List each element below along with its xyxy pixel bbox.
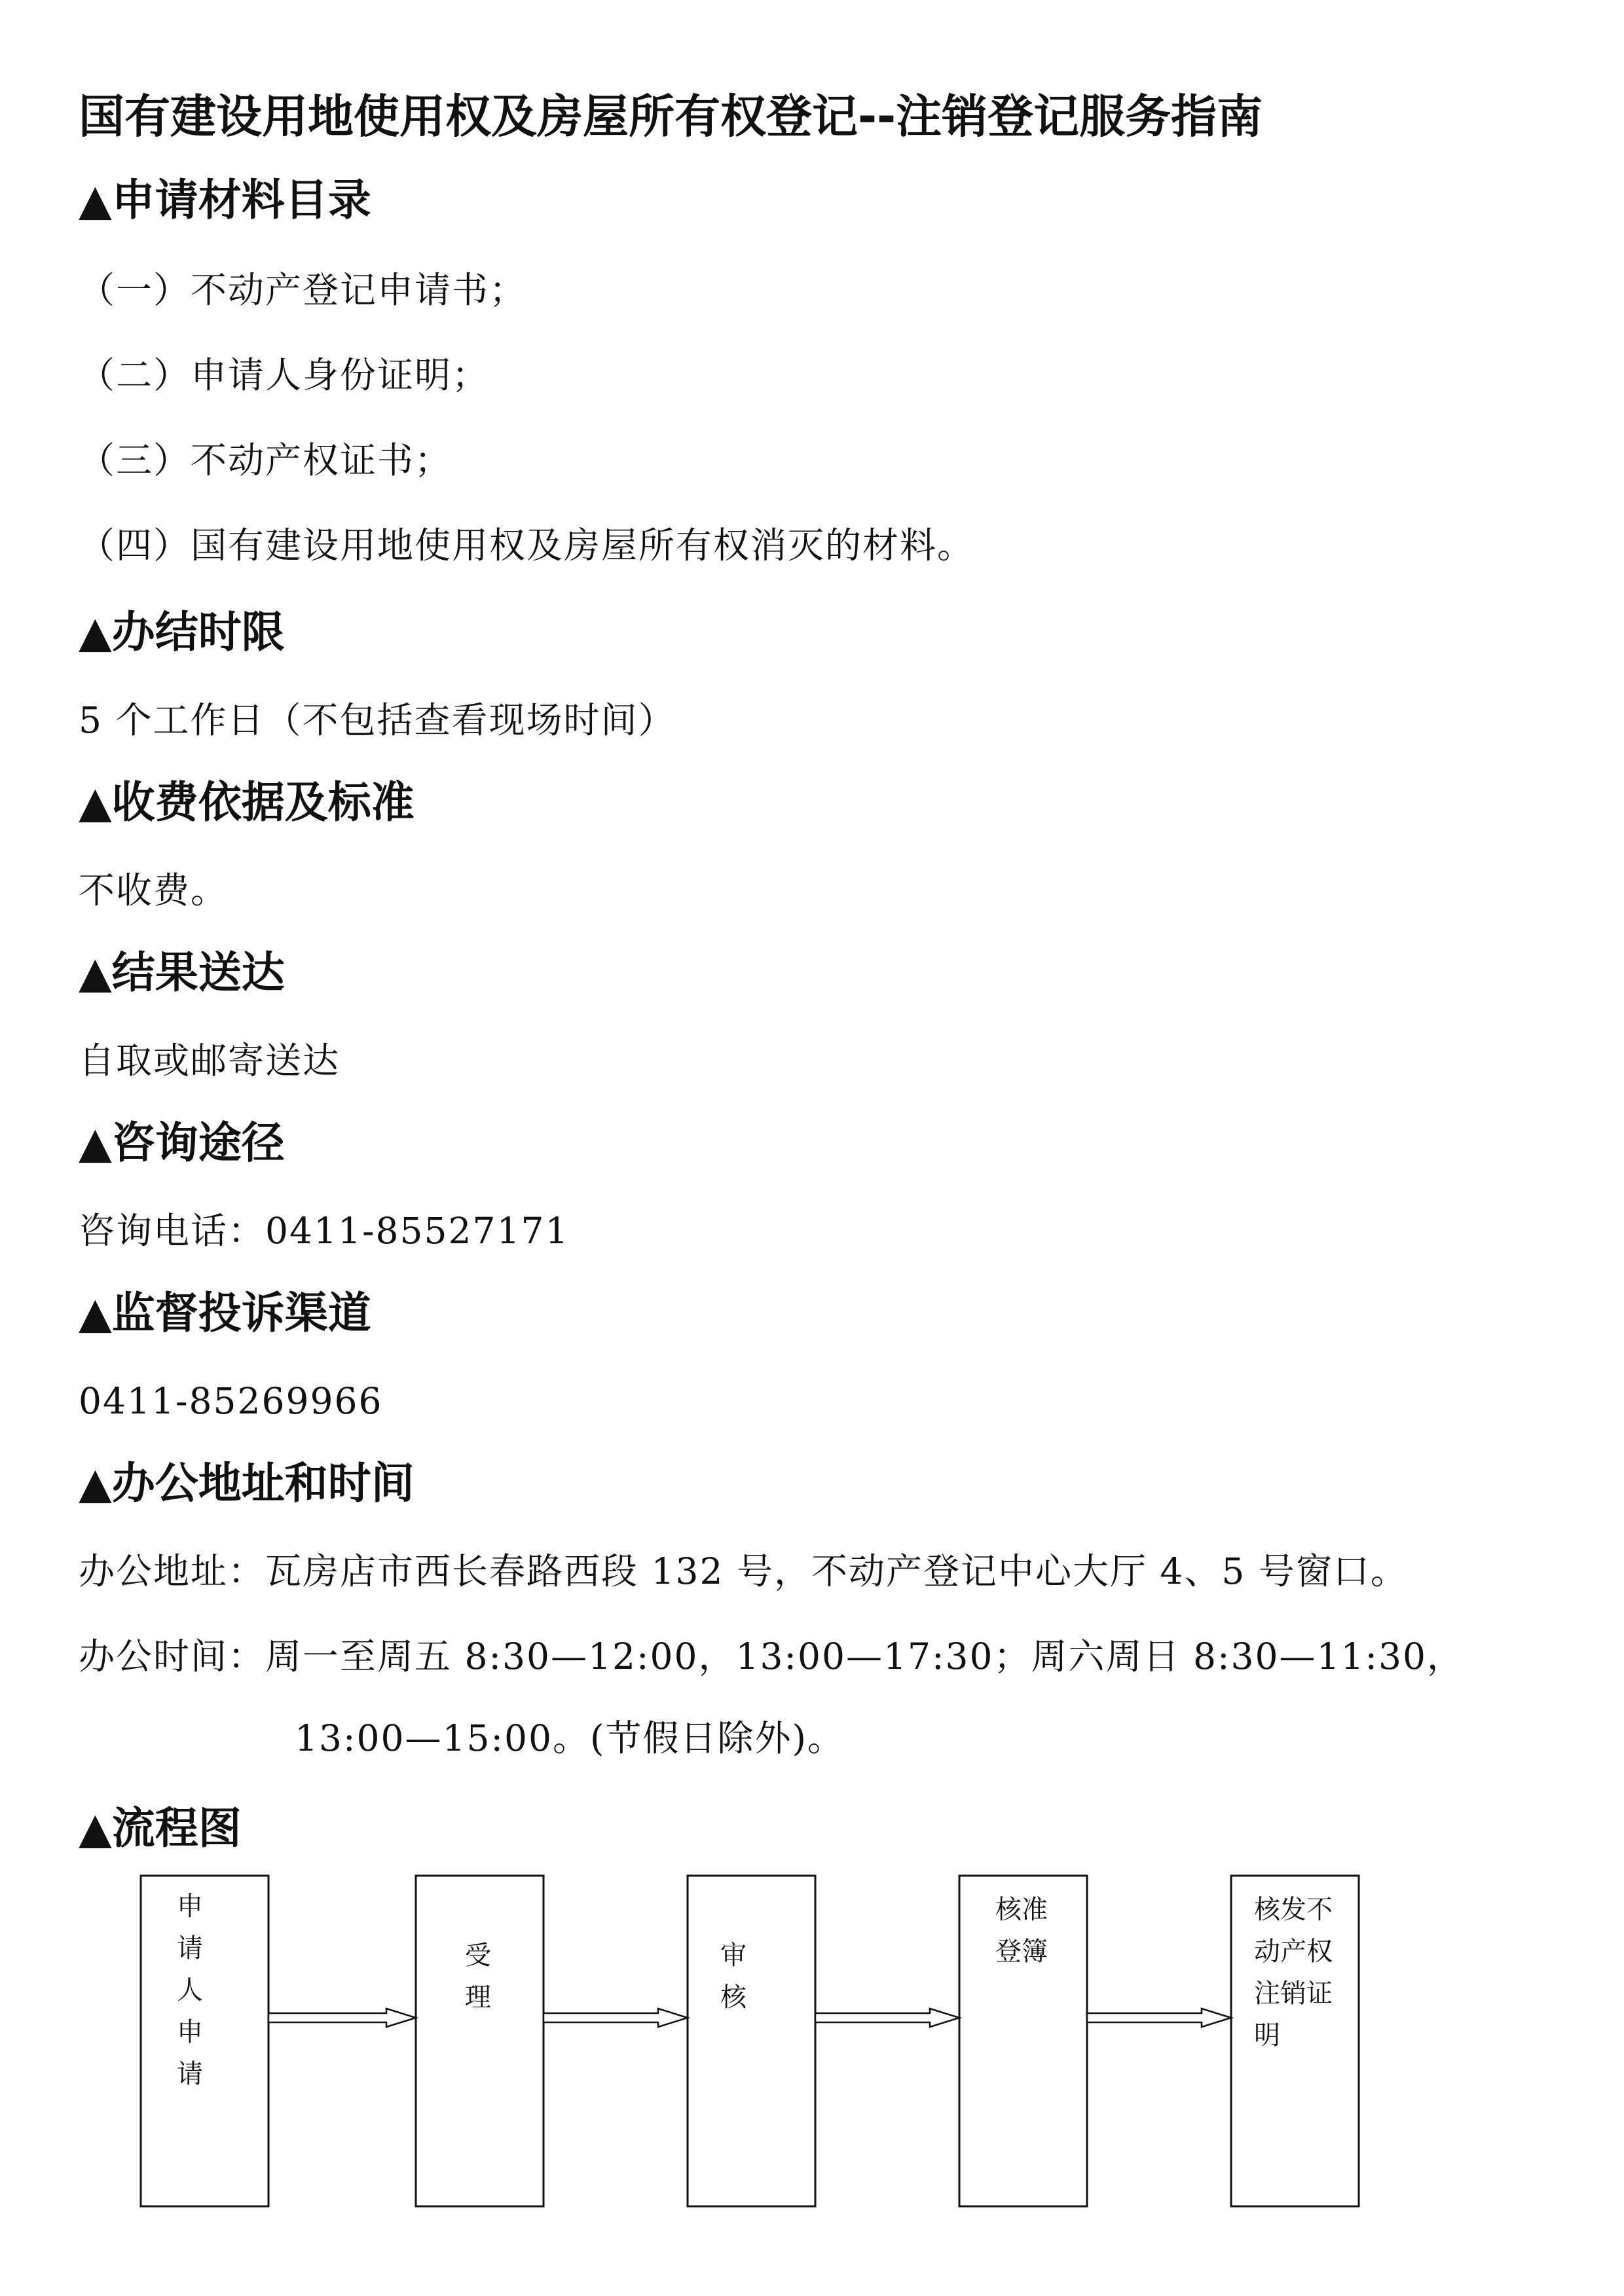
flow-step-1-text-5: 请 (177, 2059, 203, 2089)
heading-fees: ▲收费依据及标准 (79, 777, 415, 828)
material-item-4: （四）国有建设用地使用权及房屋所有权消灭的材料。 (79, 524, 975, 566)
flow-step-5-text-4: 明 (1254, 2020, 1280, 2050)
flow-step-1-text-2: 请 (177, 1933, 203, 1963)
flow-step-box-3 (688, 1876, 815, 2206)
flow-step-2-text-2: 理 (465, 1982, 491, 2013)
time-limit-text: 5 个工作日（不包括查看现场时间） (79, 699, 676, 741)
heading-time-limit: ▲办结时限 (79, 607, 285, 657)
heading-consult: ▲咨询途径 (79, 1118, 285, 1168)
flow-step-3-text-1: 审 (720, 1941, 747, 1971)
office-hours-line-2: 13:00—15:00。(节假日除外)。 (295, 1717, 845, 1759)
flow-step-4-text-1: 核准 (995, 1895, 1048, 1925)
flow-step-1-text-4: 申 (177, 2017, 203, 2047)
document-title: 国有建设用地使用权及房屋所有权登记--注销登记服务指南 (79, 90, 1263, 143)
flow-step-box-2 (416, 1876, 544, 2206)
consult-phone: 咨询电话：0411-85527171 (79, 1210, 570, 1252)
flow-step-box-1 (141, 1876, 268, 2206)
flow-arrow-1 (268, 2009, 416, 2027)
flow-arrow-2 (544, 2009, 688, 2027)
office-hours-line-1: 办公时间：周一至周五 8:30—12:00，13:00—17:30；周六周日 8:30—11:30， (79, 1635, 1464, 1677)
heading-materials: ▲申请材料目录 (79, 175, 371, 225)
delivery-text: 自取或邮寄送达 (79, 1040, 341, 1082)
heading-office: ▲办公地址和时间 (79, 1458, 415, 1508)
office-address: 办公地址：瓦房店市西长春路西段 132 号，不动产登记中心大厅 4、5 号窗口。 (79, 1550, 1408, 1592)
flow-step-1-text-1: 申 (177, 1891, 203, 1922)
flow-arrow-4 (1087, 2009, 1231, 2027)
flow-step-box-5 (1231, 1876, 1359, 2206)
material-item-2: （二）申请人身份证明； (79, 354, 490, 396)
material-item-1: （一）不动产登记申请书； (79, 269, 527, 311)
flowchart (0, 1872, 1624, 2239)
heading-complaint: ▲监督投诉渠道 (79, 1288, 371, 1338)
flow-step-5-text-3: 注销证 (1254, 1978, 1333, 2009)
flow-step-5-text-1: 核发不 (1254, 1895, 1333, 1925)
flow-step-2-text-1: 受 (465, 1941, 491, 1971)
flow-step-5-text-2: 动产权 (1254, 1937, 1333, 1967)
fees-text: 不收费。 (79, 869, 229, 911)
flow-step-1-text-3: 人 (177, 1975, 203, 2005)
flow-step-4-text-2: 登簿 (995, 1937, 1048, 1967)
flow-arrow-3 (815, 2009, 959, 2027)
heading-delivery: ▲结果送达 (79, 947, 285, 998)
complaint-phone: 0411-85269966 (79, 1380, 383, 1422)
flow-step-box-4 (959, 1876, 1087, 2206)
material-item-3: （三）不动产权证书； (79, 439, 452, 481)
heading-flowchart: ▲流程图 (79, 1803, 242, 1853)
flow-step-3-text-2: 核 (720, 1982, 747, 2013)
